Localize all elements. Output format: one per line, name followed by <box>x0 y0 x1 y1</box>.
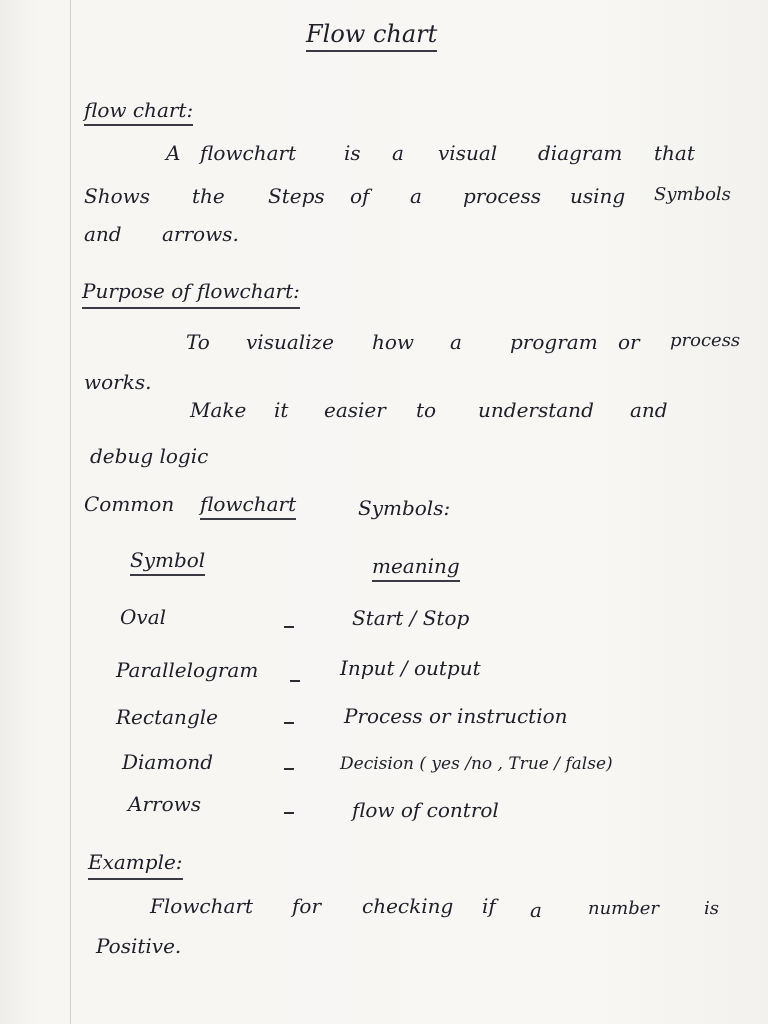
text-word: checking <box>362 894 454 918</box>
symbol-meaning: Decision ( yes /no , True / false) <box>340 754 613 774</box>
text-word: Make <box>190 398 247 422</box>
text-word: or <box>618 330 640 354</box>
text-word: to <box>416 398 437 422</box>
text-word: flowchart <box>200 141 297 165</box>
text-word: that <box>654 141 695 165</box>
text-word: visual <box>438 141 498 165</box>
text-word: number <box>588 898 660 919</box>
text-word: is <box>344 141 361 165</box>
symbol-name: Rectangle <box>116 705 218 729</box>
text-word: using <box>570 184 626 208</box>
text-word: a <box>392 141 404 165</box>
text-word: Flowchart <box>150 894 254 918</box>
symbol-name: Parallelogram <box>116 658 259 682</box>
text-word: how <box>372 330 415 354</box>
section-heading-purpose: Purpose of flowchart: <box>82 281 300 309</box>
text-word: of <box>350 184 370 208</box>
section-heading-example: Example: <box>88 852 183 880</box>
text-word: Shows <box>84 184 151 208</box>
column-header-symbol: Symbol <box>130 550 205 576</box>
text-word: To <box>186 330 210 354</box>
text-word: easier <box>324 398 386 422</box>
page-title: Flow chart <box>306 22 437 52</box>
margin-line <box>70 0 71 1024</box>
dash-separator <box>290 680 300 682</box>
column-header-meaning: meaning <box>372 556 460 582</box>
section-heading-flowchart: flowchart <box>200 494 296 520</box>
text-word: a <box>450 330 462 354</box>
symbol-name: Arrows <box>128 792 201 816</box>
dash-separator <box>284 812 294 814</box>
section-heading-common: Common <box>84 492 175 516</box>
symbol-meaning: flow of control <box>352 798 499 822</box>
text-word: is <box>704 898 719 919</box>
text-word: arrows. <box>162 222 239 246</box>
text-word: Symbols <box>654 184 731 205</box>
text-word: the <box>192 184 225 208</box>
text-word: diagram <box>538 141 623 165</box>
dash-separator <box>284 768 294 770</box>
symbol-name: Oval <box>120 605 167 629</box>
text-line: Positive. <box>96 934 182 958</box>
text-word: and <box>84 222 122 246</box>
dash-separator <box>284 722 294 724</box>
text-word: understand <box>478 398 594 422</box>
symbol-meaning: Input / output <box>340 656 481 680</box>
section-heading-symbols: Symbols: <box>358 496 451 520</box>
text-line: works. <box>84 370 152 394</box>
text-word: a <box>410 184 422 208</box>
text-word: program <box>510 330 598 354</box>
symbol-meaning: Start / Stop <box>352 606 470 630</box>
text-line: debug logic <box>90 444 209 468</box>
text-word: process <box>670 330 741 351</box>
section-heading-flow-chart: flow chart: <box>84 100 193 126</box>
symbol-meaning: Process or instruction <box>344 704 568 728</box>
text-word: visualize <box>246 330 334 354</box>
dash-separator <box>284 626 294 628</box>
text-word: process <box>463 184 541 208</box>
text-word: and <box>630 398 668 422</box>
text-word: a <box>530 898 542 922</box>
text-word: for <box>292 894 322 918</box>
text-word: it <box>274 398 289 422</box>
symbol-name: Diamond <box>122 750 214 774</box>
text-word: if <box>482 894 496 918</box>
text-word: Steps <box>268 184 325 208</box>
text-word: A <box>166 141 181 165</box>
